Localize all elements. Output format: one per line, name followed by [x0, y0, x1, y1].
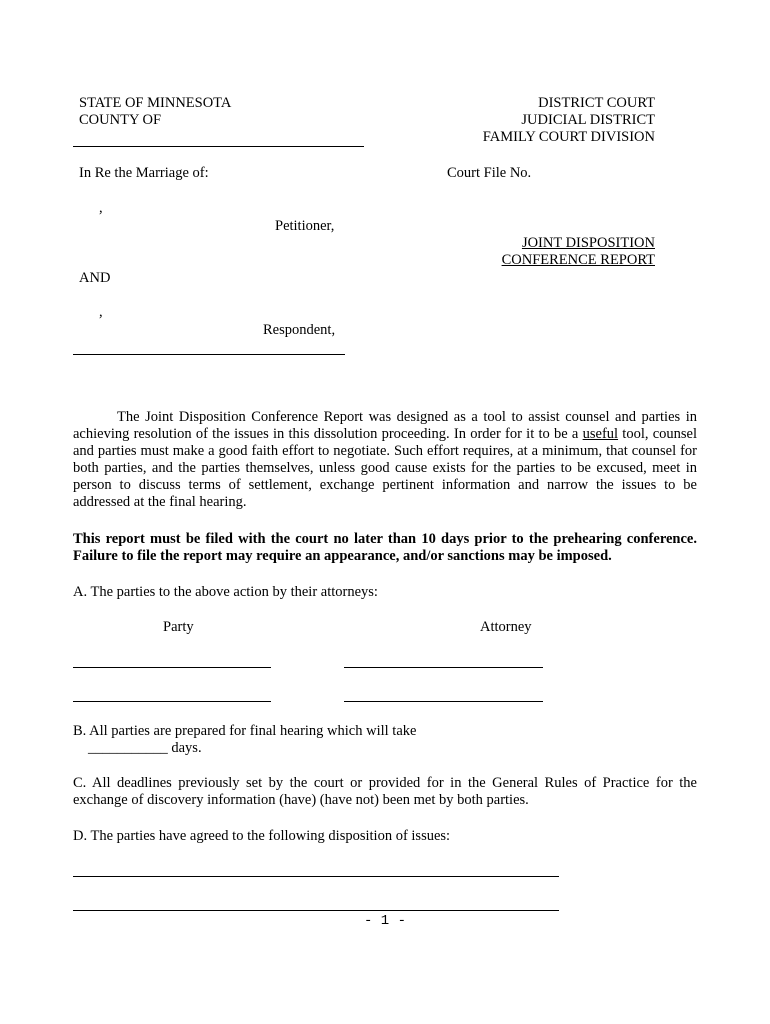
court-file-label: Court File No.	[447, 165, 532, 181]
disposition-line-1[interactable]	[73, 876, 559, 877]
page-number: - 1 -	[363, 913, 406, 929]
attorney-line-1[interactable]	[344, 667, 543, 668]
section-b-days-line	[88, 740, 202, 757]
section-c-text: C. All deadlines previously set by the court or provided for in the General Rules of Practice for the exchange of discovery information (have) (have not) been met by both parties.	[73, 775, 697, 808]
intro-emphasis: useful	[582, 426, 619, 442]
attorney-header: Attorney	[480, 619, 532, 635]
intro-paragraph	[73, 409, 697, 511]
petitioner-label: Petitioner,	[275, 218, 335, 234]
respondent-name-comma: ,	[99, 304, 103, 320]
report-title-line2: CONFERENCE REPORT	[501, 252, 655, 268]
days-blank[interactable]: ___________	[88, 740, 168, 756]
petitioner-name-comma: ,	[99, 200, 103, 216]
section-b-text: B. All parties are prepared for final hearing which will take	[73, 723, 417, 739]
state-label: STATE OF MINNESOTA	[79, 95, 232, 111]
days-label: days.	[167, 740, 202, 756]
judicial-district-label: JUDICIAL DISTRICT	[521, 112, 655, 128]
party-line-1[interactable]	[73, 667, 271, 668]
report-title-line1: JOINT DISPOSITION	[521, 235, 655, 251]
intro-part2: tool, counsel and parties must make a good faith effort to negotiate. Such effort requires, at a minimum, that counsel for both parties, and the parties themselves, unless good cause exists for the parties to be excused, meet in person to discuss terms of settlement, exchange pertinent information and narrow the issues to be addressed at the final hearing.	[73, 426, 698, 510]
party-header: Party	[163, 619, 194, 635]
section-a-text: A. The parties to the above action by their attorneys:	[73, 584, 378, 600]
attorney-line-2[interactable]	[344, 701, 543, 702]
county-label: COUNTY OF	[79, 112, 162, 128]
filing-notice: This report must be filed with the court no later than 10 days prior to the prehearing conference. Failure to file the report may require an appearance, and/or sanctions may be imposed.	[73, 531, 697, 564]
party-line-2[interactable]	[73, 701, 271, 702]
division-label: FAMILY COURT DIVISION	[482, 129, 655, 145]
caption-bottom-rule	[73, 354, 345, 355]
in-re-label: In Re the Marriage of:	[79, 165, 209, 181]
intro-part1: The Joint Disposition Conference Report was designed as a tool to assist counsel and parties in achieving resolution of the issues in this dissolution proceeding. In order for it to be a	[73, 409, 697, 442]
court-label: DISTRICT COURT	[538, 95, 655, 111]
county-underline	[73, 146, 364, 147]
section-d-text: D. The parties have agreed to the following disposition of issues:	[73, 828, 451, 844]
and-label: AND	[79, 270, 111, 286]
respondent-label: Respondent,	[263, 322, 336, 338]
disposition-line-2[interactable]	[73, 910, 559, 911]
